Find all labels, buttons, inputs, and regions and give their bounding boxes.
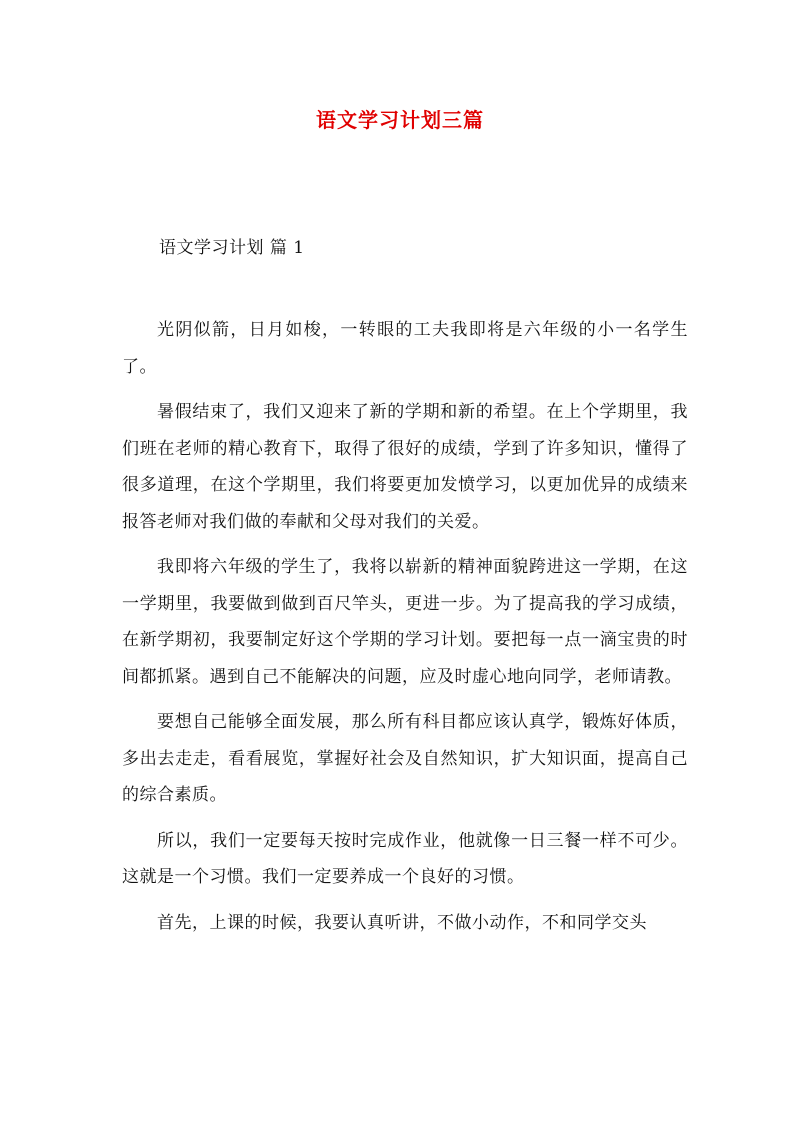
document-body xyxy=(122,312,688,950)
paragraph: 首先，上课的时候，我要认真听讲，不做小动作，不和同学交头 xyxy=(157,912,647,933)
document-title: 语文学习计划三篇 xyxy=(316,108,484,132)
paragraph: 要想自己能够全面发展，那么所有科目都应该认真学，锻炼好体质，多出去走走，看看展览，掌握好社会及自然知识，扩大知识面，提高自己的综合素质。 xyxy=(122,712,688,805)
paragraph: 暑假结束了，我们又迎来了新的学期和新的希望。在上个学期里，我们班在老师的精心教育下，取得了很好的成绩，学到了许多知识，懂得了很多道理，在这个学期里，我们将要更加发愤学习，以更加优异的成绩来报答老师对我们做的奉献和父母对我们的关爱。 xyxy=(122,402,688,532)
section-heading: 语文学习计划 篇 1 xyxy=(159,238,305,258)
paragraph: 我即将六年级的学生了，我将以崭新的精神面貌跨进这一学期，在这一学期里，我要做到做到百尺竿头，更进一步。为了提高我的学习成绩，在新学期初，我要制定好这个学期的学习计划。要把每一点一滴宝贵的时间都抓紧。遇到自己不能解决的问题，应及时虚心地向同学，老师请教。 xyxy=(122,557,688,687)
paragraph: 光阴似箭，日月如梭，一转眼的工夫我即将是六年级的小一名学生了。 xyxy=(122,320,688,377)
paragraph: 所以，我们一定要每天按时完成作业，他就像一日三餐一样不可少。这就是一个习惯。我们一定要养成一个良好的习惯。 xyxy=(122,830,688,887)
